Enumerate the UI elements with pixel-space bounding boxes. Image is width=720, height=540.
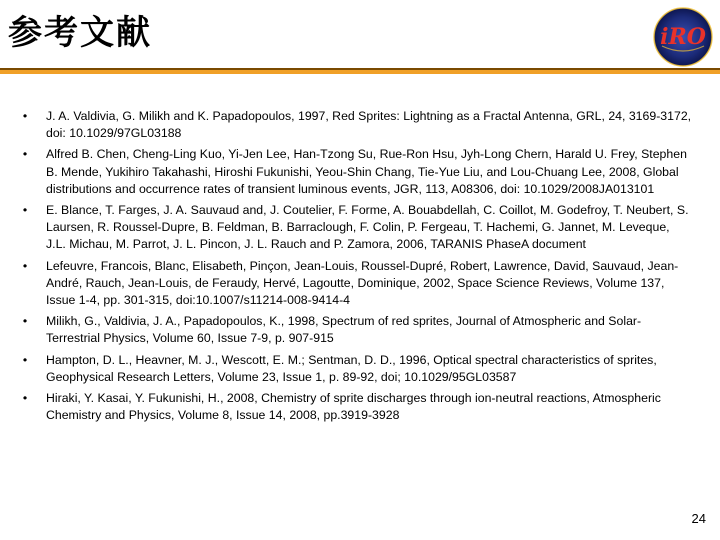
- reference-item: [20, 108, 692, 142]
- iro-logo-icon: [652, 6, 714, 68]
- reference-text: E. Blance, T. Farges, J. A. Sauvaud and, J. Coutelier, F. Forme, A. Bouabdellah, C. Coillot, M. Godefroy, T. Neubert, S. Laursen, R. Roussel-Dupre, B. Feldman, B. Barraclough, F. Colin, P. Fergeau, T. Hachemi, G. Jannet, M. Leveque, J.L. Michau, M. Parrot, J. L. Pincon, J. L. Rauch and P. Zamora, 2006, TARANIS PhaseA document: [46, 203, 689, 252]
- reference-item: [20, 390, 692, 424]
- bullet: •: [22, 109, 28, 123]
- reference-text: Alfred B. Chen, Cheng-Ling Kuo, Yi-Jen Lee, Han-Tzong Su, Rue-Ron Hsu, Jyh-Long Chern, Harald U. Frey, Stephen B. Mende, Yukihiro Takahashi, Hiroshi Fukunishi, Yeou-Shin Chang, Tie-Yue Liu, and Lou-Chuang Lee, 2008, Global distributions and occurrence rates of transient luminous events, JGR, 113, A08306, doi: 10.1029/2008JA013101: [46, 147, 687, 196]
- reference-text: Hampton, D. L., Heavner, M. J., Wescott, E. M.; Sentman, D. D., 1996, Optical spectral characteristics of sprites, Geophysical Research Letters, Volume 23, Issue 1, p. 89-92, doi; 10.1029/95GL03587: [46, 352, 657, 384]
- svg-text:iRO: iRO: [660, 24, 706, 50]
- reference-item: [20, 146, 692, 198]
- bullet: •: [22, 352, 28, 367]
- title-underline-accent: [0, 70, 720, 74]
- page-number: 24: [691, 511, 706, 526]
- reference-item: [20, 258, 692, 310]
- bullet: •: [22, 314, 28, 329]
- reference-item: [20, 352, 692, 386]
- reference-text: J. A. Valdivia, G. Milikh and K. Papadopoulos, 1997, Red Sprites: Lightning as a Fractal Antenna, GRL, 24, 3169-3172, doi: 10.1029/97GL03188: [46, 109, 692, 141]
- reference-list: [20, 108, 692, 428]
- reference-item: [20, 313, 692, 347]
- reference-text: Hiraki, Y. Kasai, Y. Fukunishi, H., 2008, Chemistry of sprite discharges through ion-neutral reactions, Atmospheric Chemistry and Physics, Volume 8, Issue 14, 2008, pp.3919-3928: [46, 391, 661, 423]
- bullet: •: [22, 258, 28, 273]
- bullet: •: [22, 391, 28, 406]
- bullet: •: [22, 203, 28, 218]
- slide-title: 参考文献: [8, 13, 152, 53]
- reference-text: Milikh, G., Valdivia, J. A., Papadopoulos, K., 1998, Spectrum of red sprites, Journal of Atmospheric and Solar-Terrestrial Physics, Volume 60, Issue 7-9, p. 907-915: [46, 314, 642, 346]
- bullet: •: [22, 147, 28, 162]
- reference-text: Lefeuvre, Francois, Blanc, Elisabeth, Pinçon, Jean-Louis, Roussel-Dupré, Robert, Lawrence, David, Sauvaud, Jean-André, Rauch, Jean-Louis, de Feraudy, Hervé, Lagoutte, Dominique, 2002, Space Science Reviews, Volume 137, Issue 1-4, pp. 301-315, doi:10.1007/s11214-008-9414-4: [46, 258, 679, 308]
- reference-item: [20, 202, 692, 254]
